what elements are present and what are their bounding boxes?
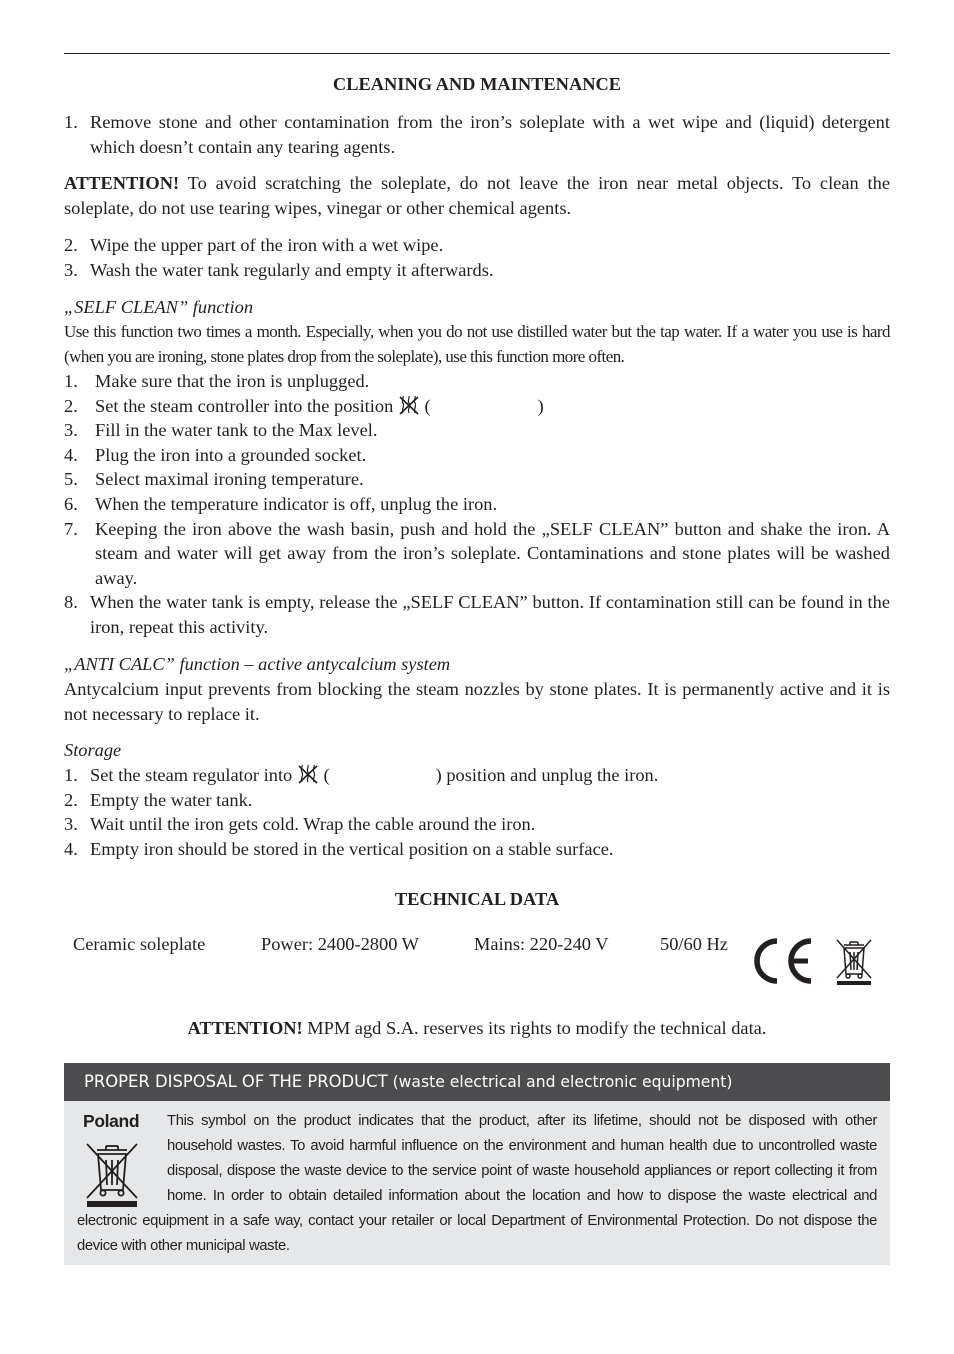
- step-number: 3.: [64, 260, 78, 280]
- paren-open: (: [318, 765, 330, 785]
- step-text: Wait until the iron gets cold. Wrap the cable around the iron.: [90, 814, 536, 835]
- self-clean-step: [64, 492, 890, 517]
- step-text: Wash the water tank regularly and empty it afterwards.: [90, 260, 494, 280]
- step-text: Wipe the upper part of the iron with a wet wipe.: [90, 235, 444, 255]
- disposal-body: [64, 1101, 890, 1265]
- storage-step: [64, 763, 890, 788]
- step-text: Make sure that the iron is unplugged.: [95, 371, 370, 391]
- technical-row: [64, 932, 890, 992]
- disposal-badge: [77, 1109, 167, 1209]
- storage-step: [64, 837, 890, 862]
- disposal-title: PROPER DISPOSAL OF THE PRODUCT: [84, 1072, 388, 1091]
- attention-label: ATTENTION!: [187, 1018, 303, 1038]
- step-number: 5.: [64, 469, 78, 490]
- step-number: 2.: [64, 789, 78, 810]
- self-clean-step: [64, 590, 890, 639]
- step-text: Keeping the iron above the wash basin, push and hold the „SELF CLEAN” button and shake the iron. A steam and water will get away from the iron’s soleplate. Contaminations and stone plates will be washed away.: [95, 518, 890, 588]
- paren-close: ): [537, 395, 544, 416]
- cleaning-step-2: [64, 233, 890, 258]
- step-text: Fill in the water tank to the Max level.: [95, 420, 378, 441]
- self-clean-step: [64, 418, 890, 443]
- cleaning-title: CLEANING AND MAINTENANCE: [332, 74, 622, 94]
- step-number: 6.: [64, 493, 78, 514]
- cleaning-step-1: [64, 110, 890, 159]
- step-number: 4.: [64, 838, 78, 859]
- storage-step: [64, 788, 890, 813]
- technical-title: TECHNICAL DATA: [394, 889, 560, 909]
- step-text: Select maximal ironing temperature.: [95, 469, 364, 490]
- step-number: 1.: [64, 765, 78, 785]
- self-clean-intro: Use this function two times a month. Especially, when you do not use distilled water but the tap water. If a water you use is hard (when you are ironing, stone plates drop from the soleplate), use this function more often.: [64, 322, 890, 366]
- no-steam-icon: [297, 763, 319, 785]
- self-clean-step: [64, 394, 890, 419]
- paren-close-suffix: ) position and unplug the iron.: [435, 765, 659, 785]
- attention-paragraph: [64, 171, 890, 220]
- self-clean-step: [64, 369, 890, 394]
- step-number: 3.: [64, 814, 78, 835]
- disposal-content: [77, 1109, 877, 1259]
- paren-open: (: [419, 395, 431, 416]
- cleaning-step-3: [64, 258, 890, 283]
- step-text-with-icon: [90, 763, 890, 788]
- crossed-bin-icon: [83, 1138, 141, 1208]
- disposal-header: [64, 1063, 890, 1101]
- storage-steps: [64, 763, 890, 861]
- storage-step: [64, 812, 890, 837]
- frequency-spec: 50/60 Hz: [660, 934, 728, 954]
- step-number: 4.: [64, 444, 78, 465]
- step-text: Empty iron should be stored in the vertical position on a stable surface.: [90, 838, 614, 859]
- self-clean-step: [64, 467, 890, 492]
- disposal-text: This symbol on the product indicates that the product, after its lifetime, should not be disposed with other household wastes. To avoid harmful influence on the environment and human health due to uncontrolled waste disposal, dispose the waste device to the service point of waste household appliances or report collecting it from home. In order to obtain detailed information about the location and how to dispose the waste electrical and electronic equipment in a safe way, contact your retailer or local Department of Environmental Protection. Do not dispose the device with other municipal waste.: [77, 1113, 877, 1254]
- step-text: Plug the iron into a grounded socket.: [95, 444, 367, 465]
- no-steam-icon: [398, 394, 420, 416]
- attention-label: ATTENTION!: [64, 173, 180, 193]
- self-clean-step: [64, 443, 890, 468]
- mains-spec: Mains: 220-240 V: [474, 934, 609, 954]
- ce-mark-icon: [748, 937, 818, 985]
- step-number: 2.: [64, 235, 78, 255]
- attention-text: MPM agd S.A. reserves its rights to modify the technical data.: [302, 1018, 767, 1038]
- self-clean-steps: [64, 369, 890, 640]
- step-text: Set the steam regulator into: [90, 765, 293, 785]
- step-number: 1.: [64, 112, 78, 132]
- attention-text: To avoid scratching the soleplate, do not leave the iron near metal objects. To clean the soleplate, do not use tearing wipes, vinegar or other chemical agents.: [64, 173, 890, 218]
- step-number: 3.: [64, 420, 78, 441]
- disposal-subtitle: (waste electrical and electronic equipment): [387, 1073, 733, 1091]
- power-spec: Power: 2400-2800 W: [261, 934, 420, 954]
- country-label: Poland: [83, 1111, 140, 1131]
- step-number: 7.: [64, 518, 78, 539]
- step-number: 2.: [64, 395, 78, 416]
- anti-calc-text: Antycalcium input prevents from blocking the steam nozzles by stone plates. It is permanently active and it is not necessary to replace it.: [64, 679, 890, 724]
- crossed-bin-icon: [834, 936, 874, 986]
- anti-calc-title: „ANTI CALC” function – active antycalcium system: [64, 654, 451, 674]
- self-clean-step: [64, 517, 890, 591]
- step-text: Set the steam controller into the position: [95, 395, 394, 416]
- step-text: Remove stone and other contamination from the iron’s soleplate with a wet wipe and (liquid) detergent which doesn’t contain any tearing agents.: [90, 112, 890, 157]
- soleplate-spec: Ceramic soleplate: [73, 934, 206, 954]
- step-number: 1.: [64, 371, 78, 391]
- top-rule: [64, 53, 890, 54]
- step-number: 8.: [64, 592, 78, 613]
- step-text-with-icon: [95, 394, 890, 419]
- self-clean-title: „SELF CLEAN” function: [64, 297, 254, 317]
- technical-attention: [64, 1016, 890, 1041]
- step-text: Empty the water tank.: [90, 789, 253, 810]
- storage-title: Storage: [64, 740, 122, 760]
- step-text: When the water tank is empty, release the „SELF CLEAN” button. If contamination still can be found in the iron, repeat this activity.: [90, 592, 890, 637]
- step-text: When the temperature indicator is off, unplug the iron.: [95, 493, 498, 514]
